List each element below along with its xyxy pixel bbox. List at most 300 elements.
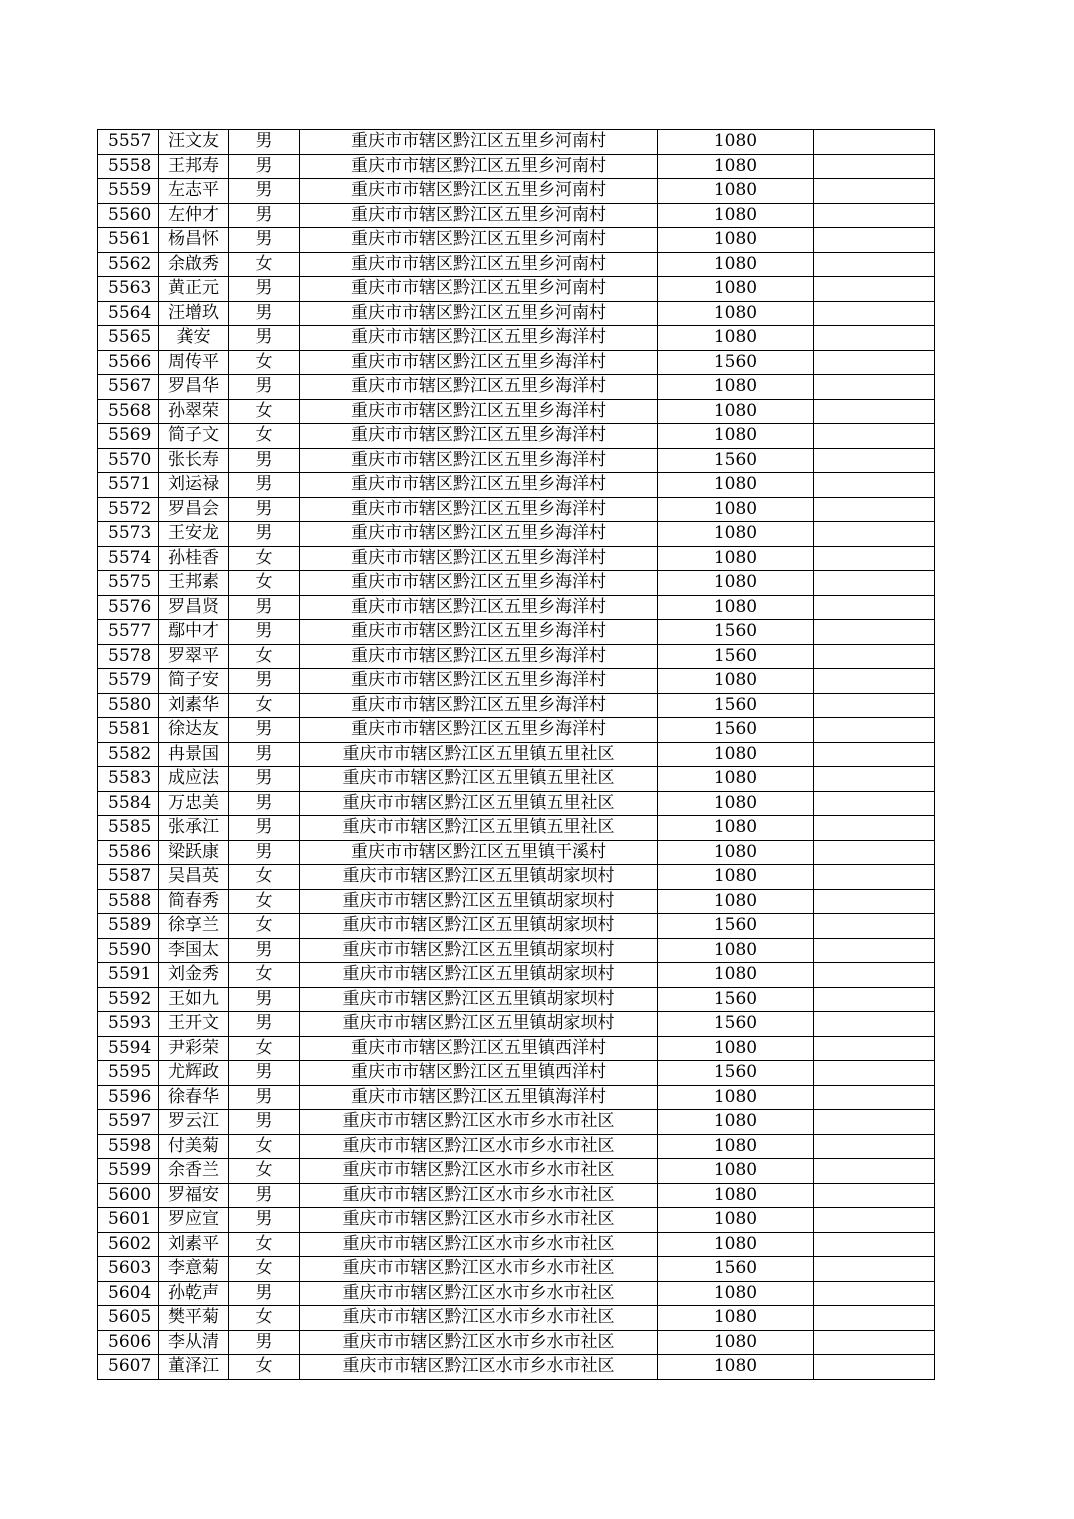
amount-cell: 1080: [658, 522, 814, 547]
gender-cell: 女: [229, 693, 300, 718]
table-row: [98, 963, 935, 988]
gender-cell: 男: [229, 473, 300, 498]
note-cell: [814, 203, 935, 228]
row-number-cell: 5592: [98, 987, 159, 1012]
row-number-cell: 5601: [98, 1208, 159, 1233]
address-cell: 重庆市市辖区黔江区五里乡海洋村: [300, 620, 658, 645]
row-number-cell: 5557: [98, 130, 159, 155]
address-cell: 重庆市市辖区黔江区五里乡海洋村: [300, 644, 658, 669]
note-cell: [814, 1159, 935, 1184]
table-row: [98, 938, 935, 963]
gender-cell: 女: [229, 1134, 300, 1159]
table-row: [98, 424, 935, 449]
address-cell: 重庆市市辖区黔江区五里乡河南村: [300, 228, 658, 253]
note-cell: [814, 350, 935, 375]
note-cell: [814, 669, 935, 694]
name-cell: 简春秀: [159, 889, 229, 914]
address-cell: 重庆市市辖区黔江区水市乡水市社区: [300, 1306, 658, 1331]
table-row: [98, 154, 935, 179]
address-cell: 重庆市市辖区黔江区五里乡海洋村: [300, 693, 658, 718]
amount-cell: 1080: [658, 399, 814, 424]
table-row: [98, 791, 935, 816]
row-number-cell: 5582: [98, 742, 159, 767]
amount-cell: 1080: [658, 130, 814, 155]
row-number-cell: 5596: [98, 1085, 159, 1110]
table-row: [98, 350, 935, 375]
row-number-cell: 5580: [98, 693, 159, 718]
table-row: [98, 546, 935, 571]
row-number-cell: 5602: [98, 1232, 159, 1257]
name-cell: 王邦素: [159, 571, 229, 596]
name-cell: 罗翠平: [159, 644, 229, 669]
row-number-cell: 5576: [98, 595, 159, 620]
note-cell: [814, 1085, 935, 1110]
amount-cell: 1560: [658, 1012, 814, 1037]
name-cell: 王开文: [159, 1012, 229, 1037]
table-row: [98, 1036, 935, 1061]
amount-cell: 1080: [658, 228, 814, 253]
amount-cell: 1080: [658, 1232, 814, 1257]
gender-cell: 女: [229, 1159, 300, 1184]
note-cell: [814, 497, 935, 522]
note-cell: [814, 228, 935, 253]
gender-cell: 女: [229, 865, 300, 890]
table-row: [98, 816, 935, 841]
name-cell: 周传平: [159, 350, 229, 375]
address-cell: 重庆市市辖区黔江区水市乡水市社区: [300, 1159, 658, 1184]
table-row: [98, 1159, 935, 1184]
address-cell: 重庆市市辖区黔江区五里乡海洋村: [300, 399, 658, 424]
name-cell: 孙翠荣: [159, 399, 229, 424]
row-number-cell: 5589: [98, 914, 159, 939]
table-row: [98, 1061, 935, 1086]
gender-cell: 男: [229, 742, 300, 767]
table-row: [98, 375, 935, 400]
address-cell: 重庆市市辖区黔江区五里乡海洋村: [300, 718, 658, 743]
table-row: [98, 228, 935, 253]
amount-cell: 1560: [658, 718, 814, 743]
row-number-cell: 5561: [98, 228, 159, 253]
note-cell: [814, 742, 935, 767]
table-row: [98, 987, 935, 1012]
address-cell: 重庆市市辖区黔江区五里镇五里社区: [300, 816, 658, 841]
table-row: [98, 620, 935, 645]
gender-cell: 男: [229, 767, 300, 792]
name-cell: 孙桂香: [159, 546, 229, 571]
note-cell: [814, 154, 935, 179]
note-cell: [814, 1232, 935, 1257]
address-cell: 重庆市市辖区黔江区五里镇五里社区: [300, 767, 658, 792]
note-cell: [814, 179, 935, 204]
amount-cell: 1560: [658, 350, 814, 375]
row-number-cell: 5572: [98, 497, 159, 522]
name-cell: 杨昌怀: [159, 228, 229, 253]
address-cell: 重庆市市辖区黔江区五里乡河南村: [300, 301, 658, 326]
row-number-cell: 5597: [98, 1110, 159, 1135]
table-row: [98, 1208, 935, 1233]
amount-cell: 1080: [658, 840, 814, 865]
gender-cell: 女: [229, 1257, 300, 1282]
name-cell: 左仲才: [159, 203, 229, 228]
amount-cell: 1080: [658, 301, 814, 326]
gender-cell: 女: [229, 889, 300, 914]
gender-cell: 男: [229, 595, 300, 620]
address-cell: 重庆市市辖区黔江区五里乡河南村: [300, 252, 658, 277]
row-number-cell: 5585: [98, 816, 159, 841]
gender-cell: 女: [229, 644, 300, 669]
note-cell: [814, 718, 935, 743]
name-cell: 汪增玖: [159, 301, 229, 326]
amount-cell: 1080: [658, 1183, 814, 1208]
row-number-cell: 5577: [98, 620, 159, 645]
note-cell: [814, 816, 935, 841]
amount-cell: 1080: [658, 375, 814, 400]
gender-cell: 男: [229, 1281, 300, 1306]
row-number-cell: 5605: [98, 1306, 159, 1331]
address-cell: 重庆市市辖区黔江区五里镇胡家坝村: [300, 963, 658, 988]
name-cell: 李意菊: [159, 1257, 229, 1282]
address-cell: 重庆市市辖区黔江区五里镇胡家坝村: [300, 865, 658, 890]
gender-cell: 男: [229, 301, 300, 326]
amount-cell: 1080: [658, 669, 814, 694]
name-cell: 王如九: [159, 987, 229, 1012]
row-number-cell: 5575: [98, 571, 159, 596]
address-cell: 重庆市市辖区黔江区五里镇干溪村: [300, 840, 658, 865]
amount-cell: 1080: [658, 326, 814, 351]
table-row: [98, 203, 935, 228]
row-number-cell: 5563: [98, 277, 159, 302]
amount-cell: 1080: [658, 865, 814, 890]
gender-cell: 女: [229, 1232, 300, 1257]
name-cell: 罗昌贤: [159, 595, 229, 620]
row-number-cell: 5564: [98, 301, 159, 326]
note-cell: [814, 130, 935, 155]
row-number-cell: 5578: [98, 644, 159, 669]
row-number-cell: 5581: [98, 718, 159, 743]
name-cell: 刘素华: [159, 693, 229, 718]
table-row: [98, 865, 935, 890]
row-number-cell: 5599: [98, 1159, 159, 1184]
row-number-cell: 5604: [98, 1281, 159, 1306]
amount-cell: 1560: [658, 1061, 814, 1086]
table-row: [98, 179, 935, 204]
table-row: [98, 301, 935, 326]
amount-cell: 1560: [658, 1257, 814, 1282]
name-cell: 罗昌会: [159, 497, 229, 522]
gender-cell: 男: [229, 522, 300, 547]
gender-cell: 男: [229, 1012, 300, 1037]
note-cell: [814, 1012, 935, 1037]
amount-cell: 1560: [658, 448, 814, 473]
address-cell: 重庆市市辖区黔江区五里乡海洋村: [300, 669, 658, 694]
name-cell: 龚安: [159, 326, 229, 351]
gender-cell: 男: [229, 228, 300, 253]
address-cell: 重庆市市辖区黔江区水市乡水市社区: [300, 1232, 658, 1257]
row-number-cell: 5593: [98, 1012, 159, 1037]
row-number-cell: 5558: [98, 154, 159, 179]
gender-cell: 男: [229, 718, 300, 743]
table-row: [98, 644, 935, 669]
amount-cell: 1080: [658, 938, 814, 963]
amount-cell: 1080: [658, 1330, 814, 1355]
gender-cell: 女: [229, 963, 300, 988]
gender-cell: 男: [229, 326, 300, 351]
name-cell: 罗福安: [159, 1183, 229, 1208]
name-cell: 冉景国: [159, 742, 229, 767]
name-cell: 王邦寿: [159, 154, 229, 179]
note-cell: [814, 963, 935, 988]
gender-cell: 男: [229, 1085, 300, 1110]
gender-cell: 男: [229, 816, 300, 841]
gender-cell: 男: [229, 987, 300, 1012]
amount-cell: 1080: [658, 473, 814, 498]
gender-cell: 男: [229, 448, 300, 473]
name-cell: 余啟秀: [159, 252, 229, 277]
address-cell: 重庆市市辖区黔江区五里镇五里社区: [300, 742, 658, 767]
amount-cell: 1080: [658, 791, 814, 816]
table-row: [98, 718, 935, 743]
gender-cell: 女: [229, 571, 300, 596]
table-row: [98, 742, 935, 767]
row-number-cell: 5559: [98, 179, 159, 204]
note-cell: [814, 277, 935, 302]
table-row: [98, 522, 935, 547]
note-cell: [814, 301, 935, 326]
address-cell: 重庆市市辖区黔江区五里乡海洋村: [300, 595, 658, 620]
row-number-cell: 5567: [98, 375, 159, 400]
amount-cell: 1080: [658, 1159, 814, 1184]
address-cell: 重庆市市辖区黔江区五里乡河南村: [300, 154, 658, 179]
gender-cell: 男: [229, 203, 300, 228]
amount-cell: 1080: [658, 154, 814, 179]
table-row: [98, 914, 935, 939]
table-row: [98, 1281, 935, 1306]
amount-cell: 1080: [658, 203, 814, 228]
row-number-cell: 5588: [98, 889, 159, 914]
row-number-cell: 5600: [98, 1183, 159, 1208]
note-cell: [814, 620, 935, 645]
amount-cell: 1080: [658, 742, 814, 767]
gender-cell: 女: [229, 424, 300, 449]
gender-cell: 男: [229, 620, 300, 645]
amount-cell: 1080: [658, 252, 814, 277]
row-number-cell: 5573: [98, 522, 159, 547]
note-cell: [814, 595, 935, 620]
table-row: [98, 497, 935, 522]
address-cell: 重庆市市辖区黔江区水市乡水市社区: [300, 1281, 658, 1306]
address-cell: 重庆市市辖区黔江区五里乡海洋村: [300, 448, 658, 473]
amount-cell: 1080: [658, 767, 814, 792]
table-row: [98, 277, 935, 302]
address-cell: 重庆市市辖区黔江区五里乡河南村: [300, 203, 658, 228]
row-number-cell: 5566: [98, 350, 159, 375]
name-cell: 张长寿: [159, 448, 229, 473]
name-cell: 左志平: [159, 179, 229, 204]
address-cell: 重庆市市辖区黔江区五里乡海洋村: [300, 424, 658, 449]
note-cell: [814, 375, 935, 400]
address-cell: 重庆市市辖区黔江区五里乡海洋村: [300, 326, 658, 351]
address-cell: 重庆市市辖区黔江区五里乡海洋村: [300, 546, 658, 571]
gender-cell: 男: [229, 1110, 300, 1135]
note-cell: [814, 1306, 935, 1331]
amount-cell: 1080: [658, 277, 814, 302]
gender-cell: 男: [229, 1330, 300, 1355]
amount-cell: 1080: [658, 497, 814, 522]
name-cell: 吴昌英: [159, 865, 229, 890]
name-cell: 鄢中才: [159, 620, 229, 645]
row-number-cell: 5574: [98, 546, 159, 571]
note-cell: [814, 1208, 935, 1233]
table-row: [98, 693, 935, 718]
note-cell: [814, 1257, 935, 1282]
records-table-body: [98, 130, 935, 1380]
table-row: [98, 840, 935, 865]
amount-cell: 1560: [658, 987, 814, 1012]
table-row: [98, 1306, 935, 1331]
row-number-cell: 5565: [98, 326, 159, 351]
address-cell: 重庆市市辖区黔江区五里乡海洋村: [300, 350, 658, 375]
name-cell: 付美菊: [159, 1134, 229, 1159]
records-table: [97, 129, 935, 1380]
gender-cell: 男: [229, 154, 300, 179]
note-cell: [814, 840, 935, 865]
row-number-cell: 5586: [98, 840, 159, 865]
gender-cell: 女: [229, 350, 300, 375]
row-number-cell: 5590: [98, 938, 159, 963]
table-row: [98, 1330, 935, 1355]
name-cell: 李国太: [159, 938, 229, 963]
note-cell: [814, 865, 935, 890]
table-row: [98, 1232, 935, 1257]
note-cell: [814, 1183, 935, 1208]
amount-cell: 1080: [658, 1281, 814, 1306]
gender-cell: 男: [229, 1183, 300, 1208]
address-cell: 重庆市市辖区黔江区水市乡水市社区: [300, 1110, 658, 1135]
address-cell: 重庆市市辖区黔江区五里乡海洋村: [300, 375, 658, 400]
name-cell: 李从清: [159, 1330, 229, 1355]
amount-cell: 1080: [658, 816, 814, 841]
table-row: [98, 448, 935, 473]
gender-cell: 男: [229, 130, 300, 155]
table-row: [98, 1134, 935, 1159]
address-cell: 重庆市市辖区黔江区水市乡水市社区: [300, 1183, 658, 1208]
amount-cell: 1080: [658, 571, 814, 596]
table-row: [98, 889, 935, 914]
row-number-cell: 5570: [98, 448, 159, 473]
amount-cell: 1080: [658, 424, 814, 449]
row-number-cell: 5560: [98, 203, 159, 228]
address-cell: 重庆市市辖区黔江区五里镇西洋村: [300, 1036, 658, 1061]
address-cell: 重庆市市辖区黔江区五里乡河南村: [300, 179, 658, 204]
name-cell: 樊平菊: [159, 1306, 229, 1331]
note-cell: [814, 644, 935, 669]
amount-cell: 1080: [658, 1110, 814, 1135]
note-cell: [814, 448, 935, 473]
note-cell: [814, 399, 935, 424]
table-row: [98, 399, 935, 424]
gender-cell: 女: [229, 252, 300, 277]
address-cell: 重庆市市辖区黔江区五里乡河南村: [300, 277, 658, 302]
note-cell: [814, 473, 935, 498]
gender-cell: 男: [229, 179, 300, 204]
note-cell: [814, 1330, 935, 1355]
name-cell: 简子安: [159, 669, 229, 694]
note-cell: [814, 252, 935, 277]
table-row: [98, 1110, 935, 1135]
table-row: [98, 1355, 935, 1380]
note-cell: [814, 767, 935, 792]
gender-cell: 男: [229, 1208, 300, 1233]
amount-cell: 1080: [658, 889, 814, 914]
row-number-cell: 5594: [98, 1036, 159, 1061]
note-cell: [814, 938, 935, 963]
address-cell: 重庆市市辖区黔江区五里镇胡家坝村: [300, 889, 658, 914]
table-row: [98, 1085, 935, 1110]
row-number-cell: 5568: [98, 399, 159, 424]
name-cell: 尤辉政: [159, 1061, 229, 1086]
address-cell: 重庆市市辖区黔江区水市乡水市社区: [300, 1208, 658, 1233]
note-cell: [814, 571, 935, 596]
gender-cell: 男: [229, 938, 300, 963]
name-cell: 万忠美: [159, 791, 229, 816]
name-cell: 徐春华: [159, 1085, 229, 1110]
name-cell: 张承江: [159, 816, 229, 841]
note-cell: [814, 1110, 935, 1135]
note-cell: [814, 1061, 935, 1086]
address-cell: 重庆市市辖区黔江区五里镇海洋村: [300, 1085, 658, 1110]
name-cell: 孙乾声: [159, 1281, 229, 1306]
address-cell: 重庆市市辖区黔江区五里镇西洋村: [300, 1061, 658, 1086]
address-cell: 重庆市市辖区黔江区五里乡河南村: [300, 130, 658, 155]
name-cell: 刘金秀: [159, 963, 229, 988]
amount-cell: 1560: [658, 914, 814, 939]
gender-cell: 女: [229, 399, 300, 424]
gender-cell: 男: [229, 1061, 300, 1086]
address-cell: 重庆市市辖区黔江区水市乡水市社区: [300, 1355, 658, 1380]
address-cell: 重庆市市辖区黔江区五里镇胡家坝村: [300, 914, 658, 939]
note-cell: [814, 987, 935, 1012]
amount-cell: 1080: [658, 179, 814, 204]
table-row: [98, 1257, 935, 1282]
name-cell: 余香兰: [159, 1159, 229, 1184]
table-row: [98, 473, 935, 498]
name-cell: 董泽江: [159, 1355, 229, 1380]
amount-cell: 1080: [658, 1208, 814, 1233]
gender-cell: 男: [229, 497, 300, 522]
amount-cell: 1080: [658, 1134, 814, 1159]
address-cell: 重庆市市辖区黔江区五里乡海洋村: [300, 522, 658, 547]
row-number-cell: 5595: [98, 1061, 159, 1086]
gender-cell: 女: [229, 546, 300, 571]
amount-cell: 1560: [658, 693, 814, 718]
row-number-cell: 5569: [98, 424, 159, 449]
name-cell: 梁跃康: [159, 840, 229, 865]
amount-cell: 1080: [658, 1036, 814, 1061]
name-cell: 尹彩荣: [159, 1036, 229, 1061]
name-cell: 成应法: [159, 767, 229, 792]
gender-cell: 男: [229, 669, 300, 694]
amount-cell: 1080: [658, 595, 814, 620]
note-cell: [814, 914, 935, 939]
row-number-cell: 5579: [98, 669, 159, 694]
name-cell: 罗应宣: [159, 1208, 229, 1233]
address-cell: 重庆市市辖区黔江区水市乡水市社区: [300, 1257, 658, 1282]
row-number-cell: 5598: [98, 1134, 159, 1159]
name-cell: 刘运禄: [159, 473, 229, 498]
name-cell: 徐享兰: [159, 914, 229, 939]
row-number-cell: 5571: [98, 473, 159, 498]
gender-cell: 女: [229, 914, 300, 939]
